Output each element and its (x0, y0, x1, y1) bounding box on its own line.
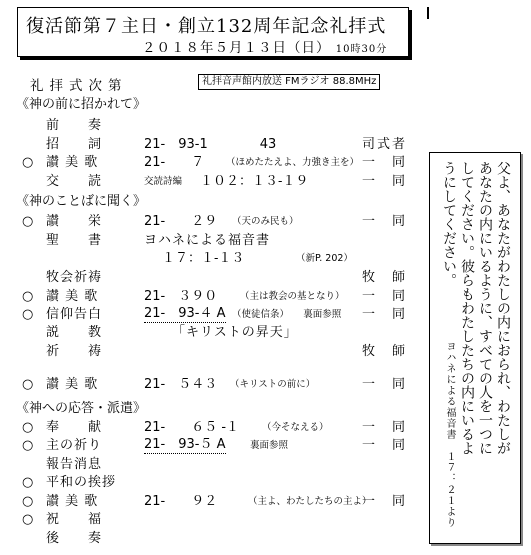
row-prayer (0, 342, 425, 362)
item-label: 前 奏 (46, 118, 103, 133)
item-number: 21- ９２ (144, 494, 218, 509)
item-note: 裏面参照 (250, 440, 289, 451)
item-label: 平和の挨拶 (46, 475, 117, 490)
section-heading-2: 《神のことばに聞く》 (16, 194, 147, 209)
item-label: 讃 美 歌 (46, 155, 99, 170)
item-label: 奉 献 (46, 420, 103, 435)
verse-box (429, 152, 521, 544)
item-note: （今そなえる） (262, 422, 329, 433)
circle-mark: ○ (22, 475, 34, 490)
item-number: 21- ２９ (144, 214, 218, 229)
item-label: 後 奏 (46, 531, 103, 546)
item-label: 讃 栄 (46, 214, 103, 229)
circle-mark: ○ (22, 214, 34, 229)
row-pastoral-prayer (0, 268, 425, 288)
item-number: 21- 93-４ A (144, 306, 226, 321)
verse-text: 父よ、あなたがわたしの内におられ、わたしがあなたの内にいるように、すべての人を一つにしてください。彼らもわたしたちの内にいるようにしてください。 (441, 161, 511, 455)
row-hymn-3 (0, 375, 425, 395)
row-lords-prayer (0, 436, 425, 456)
circle-mark: ○ (22, 420, 34, 435)
scripture-reference: １７：１-１３ (162, 251, 245, 266)
item-label: 聖 書 (46, 233, 103, 248)
row-hymn-1 (0, 153, 425, 173)
circle-mark: ○ (22, 512, 34, 527)
item-note: 交読詩編 (144, 176, 183, 187)
row-doxology (0, 212, 425, 232)
item-role: 一 同 (362, 214, 408, 229)
section-heading-1: 《神の前に招かれて》 (16, 97, 147, 112)
item-role: 一 同 (362, 438, 408, 453)
item-role: 一 同 (362, 420, 408, 435)
item-note: （主は教会の基となり） (240, 291, 345, 302)
date-text: ２０１８年５月１３日（日） (142, 40, 331, 56)
item-note: （天のみ民も） (232, 216, 299, 227)
item-label: 牧会祈祷 (46, 270, 103, 285)
sermon-title: 「キリストの昇天」 (172, 325, 298, 340)
item-label: 讃 美 歌 (46, 377, 99, 392)
scripture-book: ヨハネによる福音書 (144, 233, 271, 248)
item-role: 牧 師 (362, 270, 408, 285)
item-label: 報告消息 (46, 457, 103, 472)
item-number: 21- ５４３ (144, 377, 218, 392)
item-role: 一 同 (362, 289, 408, 304)
item-role: 司式者 (362, 137, 408, 152)
row-scripture-ref (0, 249, 425, 269)
item-number: 21- ３９０ (144, 289, 218, 304)
item-label: 主の祈り (46, 438, 103, 453)
item-label: 讃 美 歌 (46, 289, 99, 304)
item-note: （キリストの前に） (230, 379, 316, 390)
row-peace-greeting (0, 473, 425, 493)
item-role: 一 同 (362, 494, 408, 509)
row-call-to-worship (0, 135, 425, 155)
time-text: 10時30分 (335, 44, 388, 55)
row-announcements (0, 455, 425, 475)
item-role: 牧 師 (362, 344, 408, 359)
scripture-page: （新P. 202） (296, 253, 353, 264)
item-label: 讃 美 歌 (46, 494, 99, 509)
section-heading-3: 《神への応答・派遣》 (16, 401, 147, 416)
row-hymn-4 (0, 492, 425, 512)
item-number: 21- 93-５ A (144, 437, 226, 452)
item-note: （使徒信条） 裏面参照 (232, 309, 342, 320)
item-number: 21- 93-1 43 (144, 137, 277, 152)
row-sermon (0, 323, 425, 343)
circle-mark: ○ (22, 377, 34, 392)
row-hymn-2 (0, 287, 425, 307)
item-label: 招 詞 (46, 137, 103, 152)
item-note: （ほめたたえよ、力強き主を） (226, 157, 360, 168)
service-date (142, 36, 387, 56)
row-responsive-reading (0, 172, 425, 192)
circle-mark: ○ (22, 494, 34, 509)
circle-mark: ○ (22, 289, 34, 304)
item-number: 21- ６５ -１ (144, 420, 240, 435)
circle-mark: ○ (22, 438, 34, 453)
item-note: （主よ、わたしたちの主よ） (248, 496, 372, 507)
row-creed (0, 305, 425, 325)
item-label: 祝 福 (46, 512, 103, 527)
item-label: 祈 祷 (46, 344, 103, 359)
item-number: 21- ７ (144, 155, 205, 170)
row-postlude (0, 529, 425, 549)
row-prelude (0, 116, 425, 136)
item-role: 一 同 (362, 174, 408, 189)
circle-mark: ○ (22, 155, 34, 170)
verse-source: ヨハネによる福音書 １７：２１より (444, 341, 455, 528)
row-scripture (0, 231, 425, 251)
text-cursor (427, 7, 429, 19)
item-label: 説 教 (46, 325, 103, 340)
item-label: 交 読 (46, 174, 103, 189)
row-benediction (0, 510, 425, 530)
item-label: 信仰告白 (46, 307, 103, 322)
radio-broadcast-note: 礼拝音声館内放送 FMラジオ 88.8MHz (198, 74, 380, 90)
order-of-service-title: 礼拝式次第 (30, 78, 128, 94)
item-role: 一 同 (362, 307, 408, 322)
item-role: 一 同 (362, 155, 408, 170)
item-number: １０２：１３-１９ (200, 174, 309, 189)
item-role: 一 同 (362, 377, 408, 392)
page-title: 復活節第７主日・創立132周年記念礼拝式 (26, 16, 387, 37)
circle-mark: ○ (22, 307, 34, 322)
row-offering (0, 418, 425, 438)
title-box (17, 7, 409, 57)
